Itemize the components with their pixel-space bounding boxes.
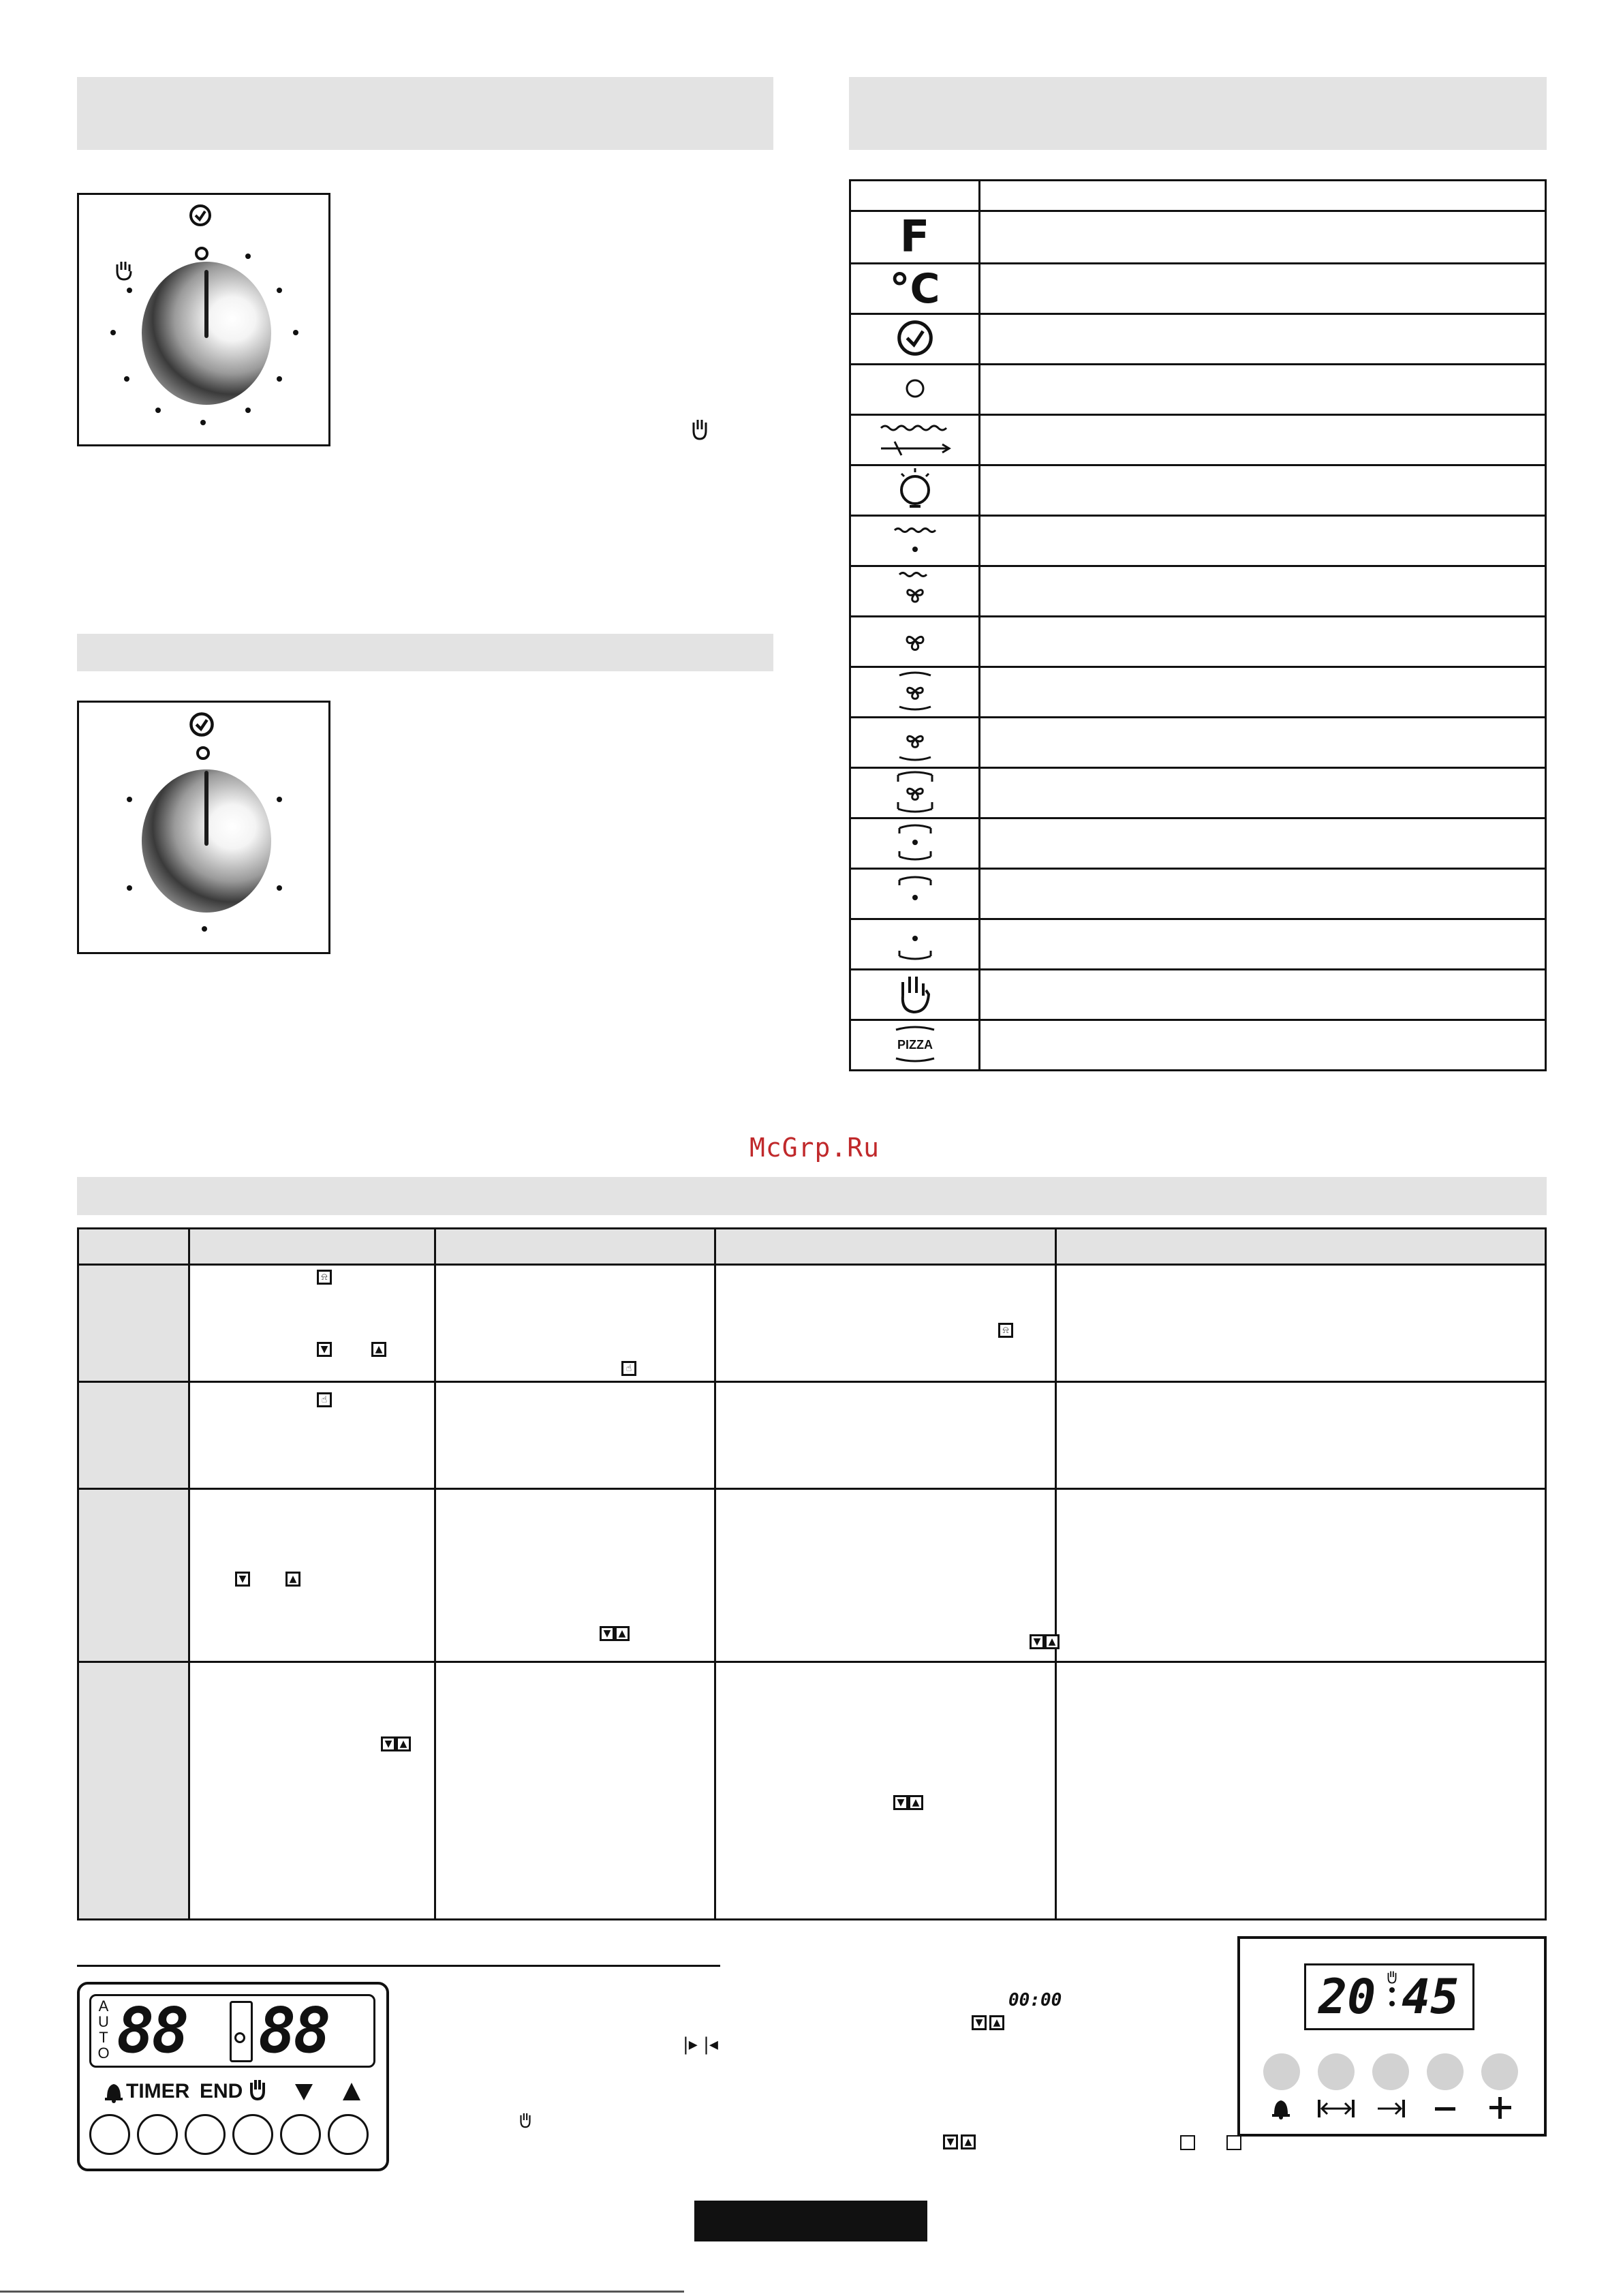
hand-button-icon: ☝ <box>317 1392 332 1407</box>
down-button-icon: ▼ <box>893 1795 908 1810</box>
symbol-description <box>980 818 1546 869</box>
symbol-description <box>980 1020 1546 1071</box>
up-button-icon: ▲ <box>1045 1634 1060 1649</box>
manual-hand-icon <box>850 970 980 1020</box>
bell-icon <box>1270 2096 1292 2120</box>
table-cell <box>189 1265 435 1382</box>
knob-mark <box>200 420 206 425</box>
watermark: McGrp.Ru <box>749 1133 880 1163</box>
table-header-cell <box>435 1229 715 1265</box>
end-button[interactable] <box>185 2114 226 2155</box>
up-button-icon: ▲ <box>285 1572 300 1587</box>
up-arrow-icon <box>341 2081 362 2102</box>
manual-hand-icon <box>112 258 136 282</box>
display-digits-right: 88 <box>258 1994 328 2067</box>
clock-icon <box>188 203 213 228</box>
grill-icon <box>850 516 980 566</box>
knob-mark <box>110 330 116 335</box>
knob-mark <box>127 288 132 293</box>
table-cell <box>435 1489 715 1662</box>
table-cell <box>1056 1382 1546 1489</box>
end-label: END <box>200 2080 243 2102</box>
checkbox-icon <box>1226 2135 1241 2150</box>
auto-letter: T <box>99 2029 108 2046</box>
clock-display <box>1304 1963 1474 2030</box>
timer-button[interactable] <box>137 2114 178 2155</box>
table-cell <box>1056 1662 1546 1920</box>
bell-button-icon: ⍾ <box>998 1323 1013 1338</box>
down-arrow-icon <box>294 2081 314 2102</box>
symbol-description <box>980 314 1546 365</box>
down-button-icon: ▼ <box>600 1626 615 1641</box>
bell-button[interactable] <box>89 2114 130 2155</box>
hand-button-icon: ☝ <box>621 1361 636 1376</box>
table-row-label <box>78 1265 189 1382</box>
knob-mark <box>277 797 282 802</box>
manual-hand-icon <box>690 417 710 442</box>
symbol-description <box>980 919 1546 970</box>
symbol-table <box>849 179 1547 1071</box>
symbol-description <box>980 365 1546 415</box>
up-button-icon: ▲ <box>961 2134 976 2149</box>
auto-letter: O <box>97 2045 110 2062</box>
circle-icon <box>850 365 980 415</box>
zero-position-marker <box>196 746 210 760</box>
symbol-description <box>980 970 1546 1020</box>
fan-top-bottom-heat-icon <box>850 768 980 818</box>
divider <box>77 1965 720 1967</box>
table-cell <box>435 1265 715 1382</box>
duration-icon <box>1316 2097 1356 2120</box>
clock-hours: 20 <box>1318 1969 1376 2025</box>
symbol-description <box>980 516 1546 566</box>
auto-label <box>95 1998 112 2064</box>
symbol-celsius: °C <box>850 264 980 314</box>
knob-mark <box>245 254 251 259</box>
footer-rule <box>0 2291 684 2293</box>
table-cell <box>715 1662 1056 1920</box>
knob-mark <box>127 797 132 802</box>
table-header-cell <box>850 181 980 211</box>
manual-hand-icon <box>1385 1970 1399 1985</box>
symbol-description <box>980 768 1546 818</box>
knob-mark <box>245 408 251 413</box>
display-indicator-box <box>230 2001 253 2062</box>
down-button[interactable] <box>280 2114 321 2155</box>
table-header-cell <box>715 1229 1056 1265</box>
symbol-description <box>980 617 1546 667</box>
table-cell <box>1056 1265 1546 1382</box>
knob-mark <box>124 376 129 382</box>
bottom-heat-icon <box>850 919 980 970</box>
fan-icon <box>850 617 980 667</box>
symbol-f: F <box>850 211 980 264</box>
up-button-icon: ▲ <box>908 1795 923 1810</box>
knob-mark <box>127 885 132 891</box>
function-knob-panel <box>77 193 330 446</box>
symbol-description <box>980 869 1546 919</box>
top-bottom-heat-icon <box>850 818 980 869</box>
table-row-label <box>78 1382 189 1489</box>
table-cell <box>715 1265 1056 1382</box>
plus-button[interactable] <box>1481 2053 1518 2090</box>
knob-mark <box>293 330 298 335</box>
duration-button[interactable] <box>1318 2053 1355 2090</box>
knob-mark <box>277 288 282 293</box>
manual-hand-icon <box>518 2111 533 2129</box>
fan-top-bottom-icon <box>850 667 980 718</box>
page-number-bar <box>694 2201 927 2241</box>
manual-hand-icon <box>247 2077 268 2102</box>
up-button-icon: ▲ <box>615 1626 630 1641</box>
pizza-icon <box>850 1020 980 1071</box>
knob-pointer <box>204 771 208 846</box>
bell-button-icon: ⍾ <box>317 1270 332 1285</box>
section-header-programmer <box>77 1177 1547 1215</box>
alarm-button[interactable] <box>1263 2053 1300 2090</box>
table-header-cell <box>189 1229 435 1265</box>
table-header-cell <box>980 181 1546 211</box>
pizza-label: PIZZA <box>897 1037 933 1052</box>
knob-mark <box>277 885 282 891</box>
knob-mark <box>155 408 161 413</box>
up-button-icon: ▲ <box>989 2015 1004 2030</box>
auto-letter: U <box>98 2013 109 2030</box>
zero-display-icon: 00:00 <box>1008 1990 1062 2010</box>
fan-grill-icon <box>850 566 980 617</box>
down-button-icon: ▼ <box>972 2015 987 2030</box>
symbol-description <box>980 264 1546 314</box>
clock-colon <box>1389 1987 1395 1993</box>
clock-panel <box>1237 1936 1547 2137</box>
table-cell <box>715 1489 1056 1662</box>
top-heat-icon <box>850 869 980 919</box>
table-header-cell <box>78 1229 189 1265</box>
table-cell <box>435 1662 715 1920</box>
clock-icon <box>850 314 980 365</box>
display-digits-left: 88 <box>117 1994 187 2067</box>
minus-icon <box>1434 2097 1457 2120</box>
manual-button[interactable] <box>232 2114 273 2155</box>
symbol-description <box>980 211 1546 264</box>
down-button-icon: ▼ <box>1030 1634 1045 1649</box>
up-button-icon: ▲ <box>371 1342 386 1357</box>
section-header-left <box>77 77 773 150</box>
zero-position-marker <box>234 2032 245 2043</box>
start-end-icons: |▸ |◂ <box>683 2034 718 2055</box>
knob-mark <box>202 926 207 932</box>
heat-grill-icon <box>850 415 980 465</box>
knob-pointer <box>204 270 208 338</box>
bell-icon <box>103 2080 125 2103</box>
minus-button[interactable] <box>1427 2053 1464 2090</box>
programmer-panel <box>77 1982 389 2171</box>
timer-knob-panel <box>77 701 330 954</box>
symbol-description <box>980 718 1546 768</box>
auto-letter: A <box>98 1997 109 2015</box>
end-time-button[interactable] <box>1372 2053 1409 2090</box>
programmer-table <box>77 1227 1547 1920</box>
plus-icon <box>1488 2096 1513 2120</box>
section-header-right <box>849 77 1547 150</box>
symbol-description <box>980 415 1546 465</box>
symbol-description <box>980 465 1546 516</box>
end-time-icon <box>1375 2097 1408 2120</box>
down-button-icon: ▼ <box>317 1342 332 1357</box>
table-cell <box>189 1489 435 1662</box>
table-row-label <box>78 1489 189 1662</box>
clock-icon <box>188 711 215 738</box>
clock-colon <box>1389 2001 1395 2006</box>
fan-bottom-icon <box>850 718 980 768</box>
table-cell <box>435 1382 715 1489</box>
down-button-icon: ▼ <box>943 2134 958 2149</box>
checkbox-icon <box>1180 2135 1195 2150</box>
knob-mark <box>277 376 282 382</box>
lamp-icon <box>850 465 980 516</box>
table-cell <box>715 1382 1056 1489</box>
down-button-icon: ▼ <box>235 1572 250 1587</box>
down-button-icon: ▼ <box>381 1736 396 1751</box>
zero-position-marker <box>195 247 208 260</box>
up-button[interactable] <box>328 2114 369 2155</box>
section-header-timer <box>77 634 773 671</box>
table-header-cell <box>1056 1229 1546 1265</box>
table-cell <box>189 1662 435 1920</box>
timer-label: TIMER <box>126 2080 190 2102</box>
symbol-description <box>980 566 1546 617</box>
table-row-label <box>78 1662 189 1920</box>
clock-minutes: 45 <box>1402 1969 1459 2025</box>
up-button-icon: ▲ <box>396 1736 411 1751</box>
table-cell <box>189 1382 435 1489</box>
table-cell <box>1056 1489 1546 1662</box>
symbol-description <box>980 667 1546 718</box>
